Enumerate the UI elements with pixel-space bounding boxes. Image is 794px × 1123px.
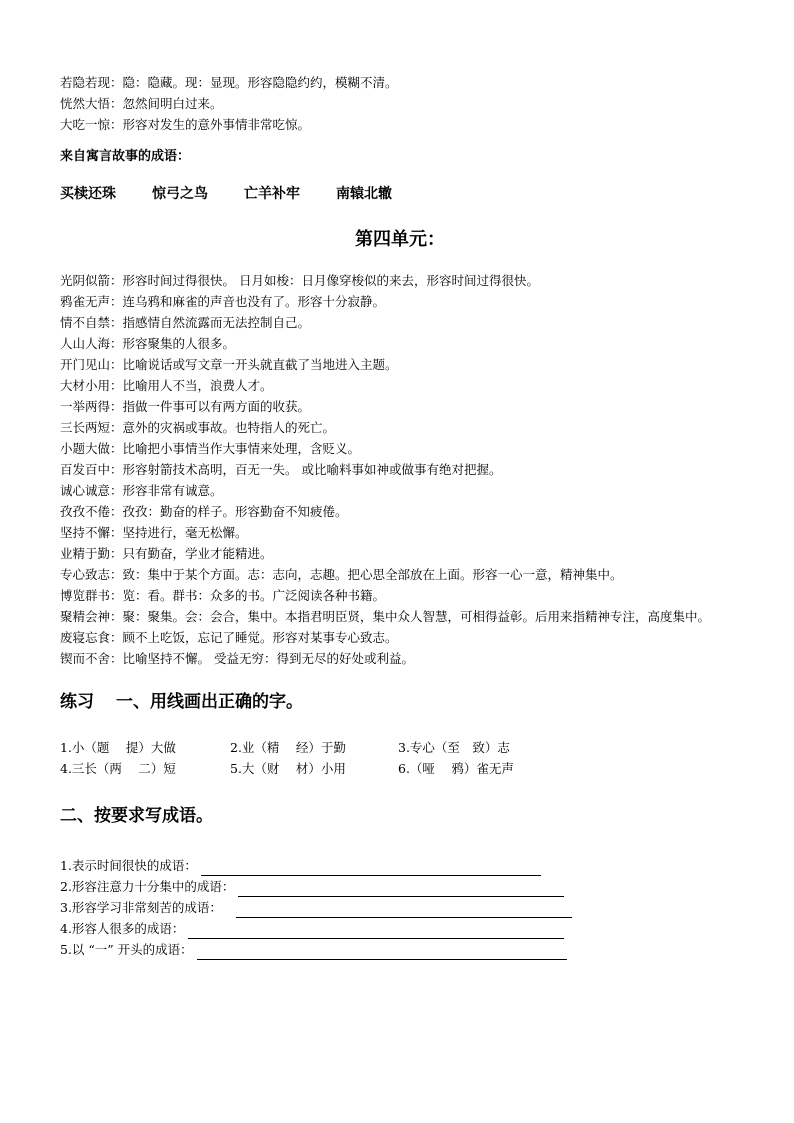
fill-item — [60, 918, 740, 939]
answer-blank[interactable] — [188, 923, 564, 939]
choice-item[interactable]: 1.小（题 提）大做 — [60, 740, 176, 755]
fill-item — [60, 876, 740, 897]
story-idiom: 亡羊补牢 — [244, 186, 300, 202]
choice-item[interactable]: 4.三长（两 二）短 — [60, 761, 176, 776]
answer-blank[interactable] — [201, 860, 541, 876]
fill-item — [60, 855, 740, 876]
idiom-line: 废寝忘食：顾不上吃饭，忘记了睡觉。形容对某事专心致志。 — [60, 630, 398, 645]
story-idiom: 买椟还珠 — [60, 186, 116, 202]
fill-item-prompt: 5.以 “一” 开头的成语： — [60, 942, 193, 957]
fill-item-prompt: 2.形容注意力十分集中的成语： — [60, 879, 235, 894]
idiom-line: 业精于勤：只有勤奋，学业才能精进。 — [60, 546, 273, 561]
idiom-line: 坚持不懈：坚持进行，毫无松懈。 — [60, 525, 248, 540]
choice-item[interactable]: 2.业（精 经）于勤 — [230, 740, 346, 755]
idiom-line: 孜孜不倦：孜孜：勤奋的样子。形容勤奋不知疲倦。 — [60, 504, 348, 519]
choice-item[interactable]: 6.（哑 鸦）雀无声 — [398, 761, 514, 776]
choice-item[interactable]: 3.专心（至 致）志 — [398, 740, 510, 755]
idiom-line: 大材小用：比喻用人不当，浪费人才。 — [60, 378, 273, 393]
story-idiom-row — [60, 182, 740, 206]
story-heading: 来自寓言故事的成语： — [60, 149, 191, 164]
fill-item-prompt: 3.形容学习非常刻苦的成语： — [60, 900, 222, 915]
idiom-line: 小题大做：比喻把小事情当作大事情来处理，含贬义。 — [60, 441, 361, 456]
exercise-part1-title — [60, 689, 740, 715]
fill-item-prompt: 4.形容人很多的成语： — [60, 921, 185, 936]
idiom-line: 诚心诚意：形容非常有诚意。 — [60, 483, 223, 498]
fill-item-prompt: 1.表示时间很快的成语： — [60, 858, 197, 873]
story-idiom: 惊弓之鸟 — [152, 186, 208, 202]
fill-item — [60, 939, 740, 960]
idiom-line: 情不自禁：指感情自然流露而无法控制自己。 — [60, 315, 311, 330]
story-idiom: 南辕北辙 — [336, 186, 392, 202]
idiom-line: 光阴似箭：形容时间过得很快。 日月如梭：日月像穿梭似的来去，形容时间过得很快。 — [60, 273, 539, 288]
exercise-part1-heading: 一、用线画出正确的字。 — [116, 692, 303, 712]
choice-row — [60, 758, 740, 779]
idiom-line: 百发百中：形容射箭技术高明，百无一失。 或比喻料事如神或做事有绝对把握。 — [60, 462, 502, 477]
idiom-line: 聚精会神：聚：聚集。会：会合，集中。本指君明臣贤，集中众人智慧，可相得益彰。后用来指精神专注，高度集中。 — [60, 609, 711, 624]
idiom-line: 锲而不舍：比喻坚持不懈。 受益无穷：得到无尽的好处或利益。 — [60, 651, 414, 666]
idiom-line: 人山人海：形容聚集的人很多。 — [60, 336, 236, 351]
choice-row — [60, 737, 740, 758]
exercise-part2-title: 二、按要求写成语。 — [60, 806, 213, 826]
answer-blank[interactable] — [238, 881, 564, 897]
idiom-line: 大吃一惊：形容对发生的意外事情非常吃惊。 — [60, 117, 311, 132]
choice-item[interactable]: 5.大（财 材）小用 — [230, 761, 346, 776]
idiom-line: 专心致志：致：集中于某个方面。志：志向，志趣。把心思全部放在上面。形容一心一意，精神集中。 — [60, 567, 623, 582]
fill-in-list — [60, 855, 740, 960]
idiom-line: 恍然大悟：忽然间明白过来。 — [60, 96, 223, 111]
fill-item — [60, 897, 740, 918]
idiom-line: 一举两得：指做一件事可以有两方面的收获。 — [60, 399, 311, 414]
exercise-label: 练习 — [60, 692, 94, 712]
idiom-line: 开门见山：比喻说话或写文章一开头就直截了当地进入主题。 — [60, 357, 398, 372]
answer-blank[interactable] — [197, 944, 567, 960]
choice-exercise-grid — [60, 737, 740, 779]
unit-title: 第四单元： — [355, 229, 445, 250]
idiom-list — [60, 270, 740, 669]
idiom-line: 鸦雀无声：连乌鸦和麻雀的声音也没有了。形容十分寂静。 — [60, 294, 386, 309]
idiom-line: 博览群书：览：看。群书：众多的书。广泛阅读各种书籍。 — [60, 588, 386, 603]
answer-blank[interactable] — [236, 902, 572, 918]
idiom-line: 三长两短：意外的灾祸或事故。也特指人的死亡。 — [60, 420, 336, 435]
document-page — [60, 72, 740, 960]
idiom-line: 若隐若现：隐：隐藏。现：显现。形容隐隐约约，模糊不清。 — [60, 75, 398, 90]
